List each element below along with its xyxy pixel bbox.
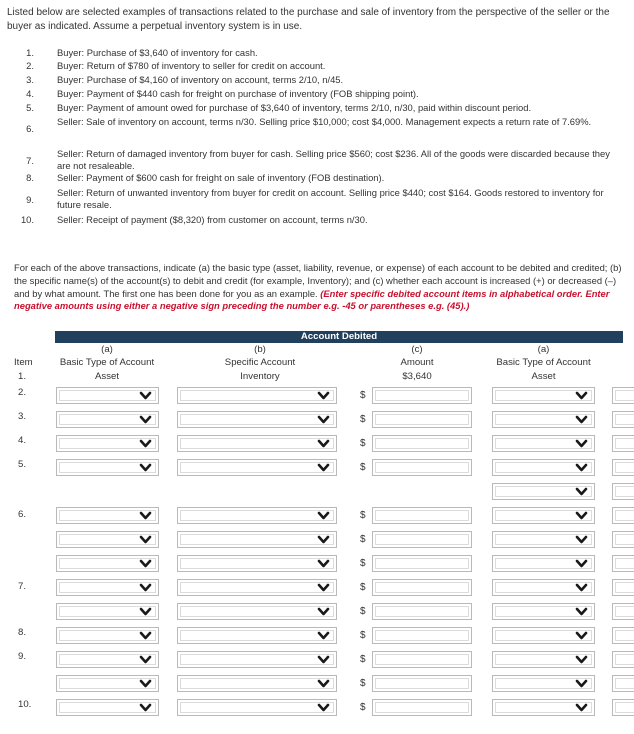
- chevron-down-icon: [575, 653, 588, 666]
- chevron-down-icon: [575, 509, 588, 522]
- debit-type-select[interactable]: [56, 555, 159, 572]
- chevron-down-icon: [575, 605, 588, 618]
- chevron-down-icon: [139, 581, 152, 594]
- currency-symbol: $: [360, 606, 366, 617]
- credit-type-select[interactable]: [492, 435, 595, 452]
- col-a2-label: Basic Type of Account: [496, 357, 591, 368]
- transaction-text: Buyer: Payment of $440 cash for freight on purchase of inventory (FOB shipping point).: [57, 88, 419, 99]
- chevron-down-icon: [139, 629, 152, 642]
- credit-type-select[interactable]: [492, 675, 595, 692]
- chevron-down-icon: [139, 461, 152, 474]
- debit-account-select[interactable]: [177, 603, 337, 620]
- chevron-down-icon: [575, 677, 588, 690]
- debit-amount-input[interactable]: [372, 459, 472, 476]
- debit-account-select[interactable]: [177, 555, 337, 572]
- instructions-note: (Enter specific debited account items in alphabetical order. Enter negative amounts using either a negative sign preceding the number e.g. -45 or parentheses e.g. (45).): [14, 287, 610, 312]
- debit-type-select[interactable]: [56, 507, 159, 524]
- credit-account-select[interactable]: [612, 651, 634, 668]
- debit-account-select[interactable]: [177, 459, 337, 476]
- chevron-down-icon: [575, 437, 588, 450]
- chevron-down-icon: [575, 533, 588, 546]
- chevron-down-icon: [575, 485, 588, 498]
- transaction-text: Seller: Return of unwanted inventory from buyer for credit on account. Selling price $440; cost $164. Goods restored to inventory for future resale.: [57, 187, 604, 210]
- debit-account-select[interactable]: [177, 579, 337, 596]
- currency-symbol: $: [360, 654, 366, 665]
- item-header: Item: [14, 357, 33, 368]
- account-debited-header: Account Debited: [300, 331, 378, 342]
- example-account: Inventory: [240, 371, 280, 382]
- chevron-down-icon: [317, 413, 330, 426]
- transaction-text: Buyer: Return of $780 of inventory to seller for credit on account.: [57, 60, 326, 71]
- credit-type-select[interactable]: [492, 555, 595, 572]
- currency-symbol: $: [360, 414, 366, 425]
- chevron-down-icon: [317, 653, 330, 666]
- debit-account-select[interactable]: [177, 651, 337, 668]
- credit-account-select[interactable]: [612, 555, 634, 572]
- currency-symbol: $: [360, 678, 366, 689]
- chevron-down-icon: [139, 533, 152, 546]
- transaction-number: 6.: [26, 123, 34, 134]
- currency-symbol: $: [360, 630, 366, 641]
- transaction-text: Buyer: Purchase of $4,160 of inventory on account, terms 2/10, n/45.: [57, 74, 344, 85]
- chevron-down-icon: [575, 389, 588, 402]
- debit-type-select[interactable]: [56, 699, 159, 716]
- debit-amount-input[interactable]: [372, 507, 472, 524]
- example-credit-type: Asset: [531, 371, 556, 382]
- debit-amount-input[interactable]: [372, 579, 472, 596]
- credit-type-select[interactable]: [492, 627, 595, 644]
- credit-account-select[interactable]: [612, 699, 634, 716]
- credit-type-select[interactable]: [492, 459, 595, 476]
- debit-amount-input[interactable]: [372, 627, 472, 644]
- debit-type-select[interactable]: [56, 459, 159, 476]
- chevron-down-icon: [139, 413, 152, 426]
- credit-type-select[interactable]: [492, 699, 595, 716]
- chevron-down-icon: [317, 605, 330, 618]
- chevron-down-icon: [317, 533, 330, 546]
- debit-amount-input[interactable]: [372, 411, 472, 428]
- intro-text: Listed below are selected examples of transactions related to the purchase and sale of inventory from the perspective of the seller or the buyer as indicated. Assume a perpetual inventory system is in use.: [7, 7, 610, 32]
- chevron-down-icon: [139, 701, 152, 714]
- row-item-number: 3.: [18, 411, 27, 422]
- debit-type-select[interactable]: [56, 531, 159, 548]
- chevron-down-icon: [139, 653, 152, 666]
- chevron-down-icon: [317, 581, 330, 594]
- debit-type-select[interactable]: [56, 579, 159, 596]
- col-c-header: (c): [411, 344, 423, 355]
- currency-symbol: $: [360, 582, 366, 593]
- credit-type-select[interactable]: [492, 651, 595, 668]
- chevron-down-icon: [317, 629, 330, 642]
- debit-amount-input[interactable]: [372, 603, 472, 620]
- currency-symbol: $: [360, 558, 366, 569]
- row-item-number: 8.: [18, 627, 27, 638]
- currency-symbol: $: [360, 510, 366, 521]
- col-a-header: (a): [101, 344, 113, 355]
- row-item-number: 2.: [18, 387, 27, 398]
- currency-symbol: $: [360, 390, 366, 401]
- col-b-label: Specific Account: [224, 357, 296, 368]
- credit-account-select[interactable]: [612, 435, 634, 452]
- chevron-down-icon: [139, 509, 152, 522]
- chevron-down-icon: [575, 461, 588, 474]
- credit-account-select[interactable]: [612, 459, 634, 476]
- col-c-label: Amount: [400, 357, 434, 368]
- chevron-down-icon: [317, 701, 330, 714]
- transaction-number: 5.: [26, 102, 34, 113]
- col-a-label: Basic Type of Account: [59, 357, 155, 368]
- col-b-header: (b): [254, 344, 266, 355]
- chevron-down-icon: [139, 437, 152, 450]
- transaction-number: 2.: [26, 60, 34, 71]
- credit-account-select[interactable]: [612, 603, 634, 620]
- row-item-number: 5.: [18, 459, 27, 470]
- debit-account-select[interactable]: [177, 627, 337, 644]
- row-item-number: 6.: [18, 509, 27, 520]
- currency-symbol: $: [360, 702, 366, 713]
- credit-account-select[interactable]: [612, 627, 634, 644]
- chevron-down-icon: [317, 509, 330, 522]
- transaction-number: 1.: [26, 47, 34, 58]
- chevron-down-icon: [317, 557, 330, 570]
- debit-type-select[interactable]: [56, 387, 159, 404]
- currency-symbol: $: [360, 438, 366, 449]
- currency-symbol: $: [360, 534, 366, 545]
- debit-account-select[interactable]: [177, 507, 337, 524]
- debit-amount-input[interactable]: [372, 387, 472, 404]
- debit-account-select[interactable]: [177, 675, 337, 692]
- debit-type-select[interactable]: [56, 627, 159, 644]
- chevron-down-icon: [139, 677, 152, 690]
- example-item: 1.: [18, 371, 27, 382]
- row-item-number: 7.: [18, 581, 27, 592]
- transaction-text: Seller: Receipt of payment ($8,320) from customer on account, terms n/30.: [57, 214, 368, 225]
- transaction-number: 8.: [26, 172, 34, 183]
- chevron-down-icon: [317, 437, 330, 450]
- transaction-text: Buyer: Payment of amount owed for purchase of $3,640 of inventory, terms 2/10, n/30, paid within discount period.: [57, 102, 532, 113]
- debit-account-select[interactable]: [177, 435, 337, 452]
- chevron-down-icon: [139, 389, 152, 402]
- chevron-down-icon: [575, 701, 588, 714]
- credit-account-select[interactable]: [612, 507, 634, 524]
- debit-type-select[interactable]: [56, 651, 159, 668]
- credit-account-select[interactable]: [612, 483, 634, 500]
- credit-account-select[interactable]: [612, 675, 634, 692]
- transaction-text: Seller: Sale of inventory on account, terms n/30. Selling price $10,000; cost $4,000. Management expects a return rate of 7.69%.: [57, 116, 592, 127]
- example-amount: $3,640: [402, 371, 432, 382]
- debit-amount-input[interactable]: [372, 675, 472, 692]
- credit-account-select[interactable]: [612, 411, 634, 428]
- debit-account-select[interactable]: [177, 531, 337, 548]
- transaction-number: 10.: [20, 214, 34, 225]
- credit-type-select[interactable]: [492, 579, 595, 596]
- row-item-number: 9.: [18, 651, 27, 662]
- debit-amount-input[interactable]: [372, 435, 472, 452]
- col-a2-header: (a): [537, 344, 550, 355]
- transaction-text: Buyer: Purchase of $3,640 of inventory for cash.: [57, 47, 258, 58]
- chevron-down-icon: [575, 413, 588, 426]
- transaction-number: 7.: [26, 155, 34, 166]
- debit-amount-input[interactable]: [372, 651, 472, 668]
- debit-account-select[interactable]: [177, 699, 337, 716]
- credit-account-select[interactable]: [612, 387, 634, 404]
- chevron-down-icon: [575, 581, 588, 594]
- chevron-down-icon: [139, 557, 152, 570]
- transaction-number: 9.: [26, 194, 34, 205]
- transaction-text: Seller: Payment of $600 cash for freight on sale of inventory (FOB destination).: [57, 172, 385, 183]
- credit-type-select[interactable]: [492, 507, 595, 524]
- credit-account-select[interactable]: [612, 579, 634, 596]
- transaction-text: Seller: Return of damaged inventory from buyer for cash. Selling price $560; cost $236. All of the goods were discarded because they are not resaleable.: [57, 148, 610, 171]
- currency-symbol: $: [360, 462, 366, 473]
- debit-account-select[interactable]: [177, 387, 337, 404]
- debit-amount-input[interactable]: [372, 699, 472, 716]
- instructions: [14, 262, 624, 313]
- debit-amount-input[interactable]: [372, 531, 472, 548]
- example-type: Asset: [95, 371, 119, 382]
- credit-type-select[interactable]: [492, 387, 595, 404]
- chevron-down-icon: [317, 389, 330, 402]
- debit-type-select[interactable]: [56, 603, 159, 620]
- chevron-down-icon: [317, 461, 330, 474]
- instructions-text: For each of the above transactions, indicate (a) the basic type (asset, liability, revenue, or expense) of each account to be debited and credited; (b) the specific name(s) of the account(s) to debit and credit (for example, Inventory); and (c) whether each account is increased (+) or decreased (–) and by what amount. The first one has been done for you as an example.: [14, 262, 622, 299]
- credit-type-select[interactable]: [492, 483, 595, 500]
- credit-type-select[interactable]: [492, 411, 595, 428]
- debit-account-select[interactable]: [177, 411, 337, 428]
- credit-account-select[interactable]: [612, 531, 634, 548]
- credit-type-select[interactable]: [492, 531, 595, 548]
- chevron-down-icon: [139, 605, 152, 618]
- row-item-number: 4.: [18, 435, 27, 446]
- credit-type-select[interactable]: [492, 603, 595, 620]
- chevron-down-icon: [575, 629, 588, 642]
- chevron-down-icon: [317, 677, 330, 690]
- debit-type-select[interactable]: [56, 435, 159, 452]
- transaction-number: 4.: [26, 88, 34, 99]
- transaction-number: 3.: [26, 74, 34, 85]
- debit-type-select[interactable]: [56, 411, 159, 428]
- debit-type-select[interactable]: [56, 675, 159, 692]
- chevron-down-icon: [575, 557, 588, 570]
- debit-amount-input[interactable]: [372, 555, 472, 572]
- row-item-number: 10.: [18, 699, 32, 710]
